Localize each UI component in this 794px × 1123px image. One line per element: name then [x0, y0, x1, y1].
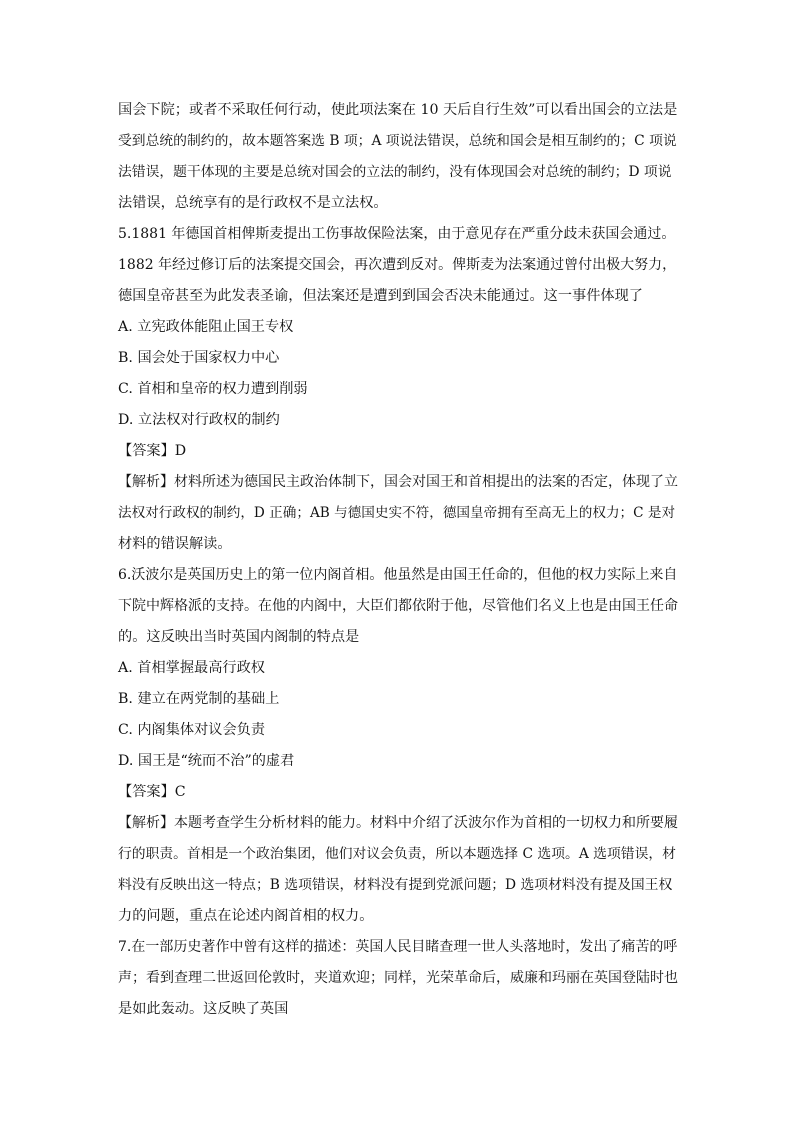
question-5-answer: 【答案】D — [118, 443, 187, 459]
question-6-answer: 【答案】C — [118, 784, 186, 800]
text-line: 受到总统的制约的，故本题答案选 B 项；A 项说法错误，总统和国会是相互制约的；C 项说 — [118, 133, 677, 149]
question-6-analysis: 力的问题，重点在论述内阁首相的权力。 — [118, 908, 374, 924]
question-5-option-a: A. 立宪政体能阻止国王专权 — [118, 319, 294, 335]
question-6-analysis: 料没有反映出这一特点；B 选项错误，材料没有提到党派问题；D 选项材料没有提及国王权 — [118, 877, 673, 893]
text-line: 法错误，总统享有的是行政权不是立法权。 — [118, 195, 388, 211]
question-7-stem: 是如此轰动。这反映了英国 — [118, 1001, 289, 1017]
question-5-option-b: B. 国会处于国家权力中心 — [118, 350, 280, 366]
question-5-option-d: D. 立法权对行政权的制约 — [118, 412, 280, 428]
question-7-stem: 7.在一部历史著作中曾有这样的描述：英国人民目睹查理一世人头落地时，发出了痛苦的呼 — [118, 939, 678, 955]
question-6-option-a: A. 首相掌握最高行政权 — [118, 660, 265, 676]
question-5-analysis: 法权对行政权的制约，D 正确；AB 与德国史实不符，德国皇帝拥有至高无上的权力；C 是对 — [118, 505, 676, 521]
question-5-option-c: C. 首相和皇帝的权力遭到削弱 — [118, 381, 308, 397]
question-5-analysis: 材料的错误解读。 — [118, 536, 232, 552]
text-line: 法错误，题干体现的主要是总统对国会的立法的制约，没有体现国会对总统的制约；D 项说 — [118, 164, 672, 180]
question-6-stem: 下院中辉格派的支持。在他的内阁中，大臣们都依附于他，尽管他们名义上也是由国王任命 — [118, 598, 678, 614]
question-6-option-c: C. 内阁集体对议会负责 — [118, 722, 266, 738]
question-5-stem: 5.1881 年德国首相俾斯麦提出工伤事故保险法案，由于意见存在严重分歧未获国会通过。 — [118, 226, 676, 242]
document-page — [118, 95, 678, 1025]
question-6-option-d: D. 国王是“统而不治”的虚君 — [118, 753, 295, 769]
question-5-analysis: 【解析】材料所述为德国民主政治体制下，国会对国王和首相提出的法案的否定，体现了立 — [118, 474, 678, 490]
question-6-stem: 6.沃波尔是英国历史上的第一位内阁首相。他虽然是由国王任命的，但他的权力实际上来自 — [118, 567, 678, 583]
question-6-option-b: B. 建立在两党制的基础上 — [118, 691, 280, 707]
question-7-stem: 声；看到查理二世返回伦敦时，夹道欢迎；同样，光荣革命后，威廉和玛丽在英国登陆时也 — [118, 970, 678, 986]
question-6-stem: 的。这反映出当时英国内阁制的特点是 — [118, 629, 360, 645]
question-5-stem: 1882 年经过修订后的法案提交国会，再次遭到反对。俾斯麦为法案通过曾付出极大努力， — [118, 257, 677, 273]
text-line: 国会下院；或者不采取任何行动，使此项法案在 10 天后自行生效”可以看出国会的立法是 — [118, 102, 678, 118]
question-6-analysis: 【解析】本题考查学生分析材料的能力。材料中介绍了沃波尔作为首相的一切权力和所要履 — [118, 815, 678, 831]
question-6-analysis: 行的职责。首相是一个政治集团，他们对议会负责，所以本题选择 C 选项。A 选项错误，材 — [118, 846, 676, 862]
question-5-stem: 德国皇帝甚至为此发表圣谕，但法案还是遭到到国会否决未能通过。这一事件体现了 — [118, 288, 643, 304]
